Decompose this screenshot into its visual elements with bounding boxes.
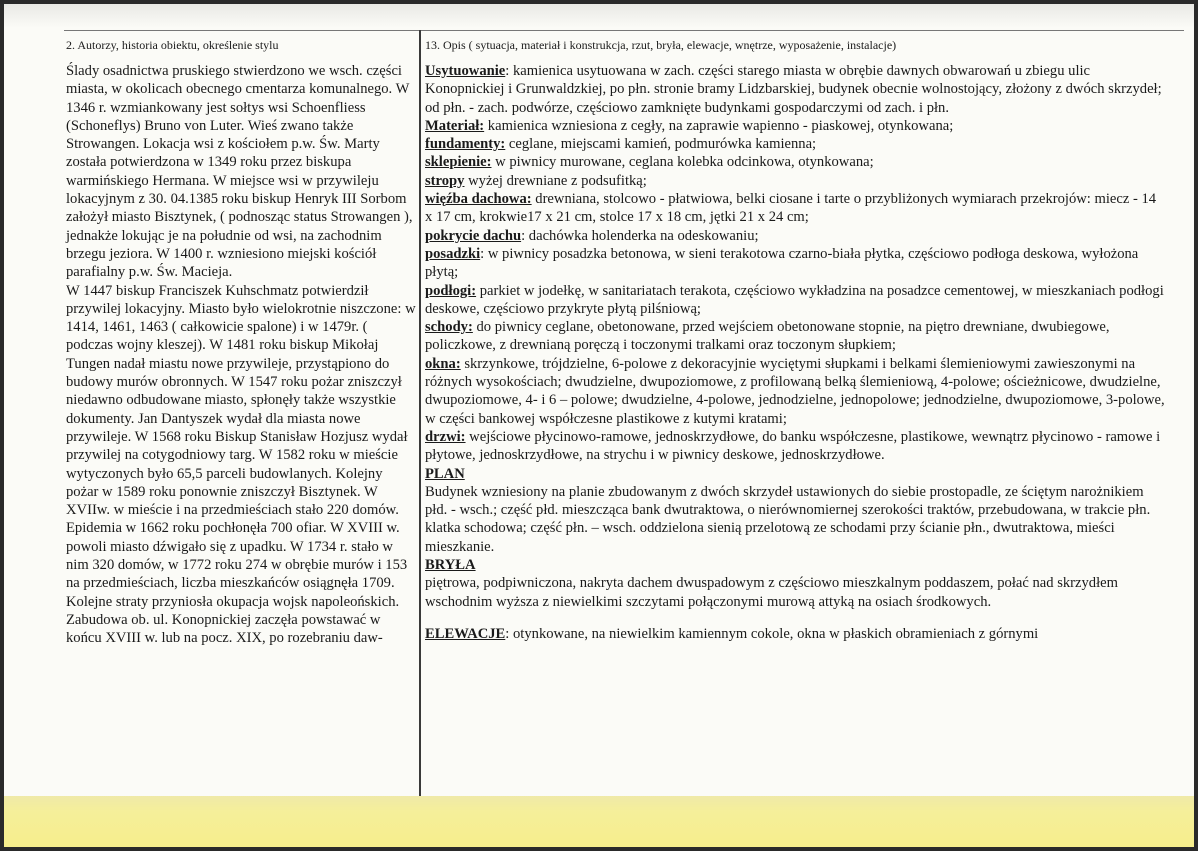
entry-text: : dachówka holenderka na odeskowaniu; (521, 227, 759, 244)
entry-label: więźba dachowa: (425, 191, 532, 208)
entry-material (425, 117, 1167, 135)
entry-pokrycie (425, 227, 1167, 245)
entry-stropy (425, 172, 1167, 190)
entry-label: drzwi: (425, 428, 466, 445)
bryla-heading: BRYŁA (425, 557, 476, 574)
elewacje-label: ELEWACJE (425, 625, 506, 642)
left-column-header: 2. Autorzy, historia obiektu, określenie stylu (66, 38, 279, 52)
entry-label: pokrycie dachu (425, 227, 522, 244)
entry-okna (425, 355, 1167, 428)
entry-text: parkiet w jodełkę, w sanitariatach terakota, częściowo wykładzina na posadzce cementowej, w mieszkaniach podłogi deskowe, częściowo przykryte płytą pilśniową; (425, 282, 1164, 317)
right-column-header: 13. Opis ( sytuacja, materiał i konstrukcja, rzut, bryła, elewacje, wnętrze, wyposażenie, instalacje) (425, 38, 897, 52)
entry-posadzki (425, 245, 1167, 282)
header-rule (64, 30, 1184, 31)
column-divider (419, 30, 421, 800)
entry-text: : kamienica usytuowana w zach. części starego miasta w obrębie dawnych obwarowań u zbiegu ulic Konopnickiej i Grunwaldzkiej, po płn. stronie bramy Lidzbarskiej, budynek obecnie wolnostojący, złożony z dwóch skrzydeł; od płn. - zach. podwórze, częściowo zamknięte budynkami gospodarczymi od zach. i płn. (425, 63, 1162, 116)
entry-label: Materiał: (425, 117, 485, 134)
entry-drzwi (425, 428, 1167, 465)
right-column (425, 37, 1167, 643)
entry-sklepienie (425, 153, 1167, 171)
entry-text: wejściowe płycinowo-ramowe, jednoskrzydłowe, do banku współczesne, plastikowe, wewnątrz płycinowo - ramowe i płytowe, jednoskrzydłowe, na strychu i w piwnicy deskowe, jednoskrzydłowe. (425, 428, 1161, 464)
scan-top-shadow (4, 4, 1194, 28)
entry-wiezba (425, 190, 1167, 227)
entry-label: podłogi: (425, 282, 477, 299)
entry-text: : w piwnicy posadzka betonowa, w sieni terakotowa czarno-biała płytka, częściowo podłoga deskowa, wyłożona płytą; (425, 245, 1139, 281)
entry-label: fundamenty: (425, 136, 506, 153)
scanned-document-page (4, 4, 1194, 847)
entry-elewacje (425, 625, 1167, 643)
history-paragraph-1: Ślady osadnictwa pruskiego stwierdzono we wsch. części miasta, w okolicach obecnego cmentarza komunalnego. W 1346 r. wzmiankowany jest sołtys wsi Schoenfliess (Schoneflys) Bruno von Luter. Wieś zwano także Strowangen. Lokacja wsi z kościołem p.w. Św. Marty została potwierdzona w 1349 roku przez biskupa warmińskiego Hermana. W miejsce wsi w przywileju lokacyjnym z 30. 04.1385 roku biskup Henryk III Sorbom założył miasto Bisztynek, ( podnosząc status Strowangen ), jednakże lokując je na południe od wsi, na zachodnim brzegu jeziora. W 1400 r. wzniesiono miejski kościół parafialny p.w. Św. Macieja. (66, 63, 413, 281)
bryla-text: piętrowa, podpiwniczona, nakryta dachem dwuspadowym z częściowo mieszkalnym poddaszem, połać nad skrzydłem wschodnim wyższa z niewielkimi szczytami połączonymi murową attyką na osiach środkowych. (425, 575, 1118, 610)
entry-text: skrzynkowe, trójdzielne, 6-polowe z dekoracyjnie wyciętymi słupkami i belkami ślemieniowymi zawieszonymi na różnych wysokościach; dwudzielne, dwupoziomowe, z profilowaną belką ślemieniową, 4-polowe; ościeżnicowe, dwudzielne, dwupoziomowe, 4- i 6 – polowe; dwudzielne, 4-polowe, jednodzielne, jednopolowe; jednodzielne, dwupoziomowe, 3-polowe, w części bankowej współczesne plastikowe z kutymi kratami; (425, 355, 1165, 427)
entry-label: sklepienie: (425, 154, 492, 171)
plan-heading: PLAN (425, 465, 465, 482)
entry-usytuowanie (425, 62, 1167, 117)
entry-text: ceglane, miejscami kamień, podmurówka kamienna; (505, 136, 817, 153)
entry-label: schody: (425, 319, 473, 336)
history-text (66, 62, 416, 648)
yellow-tape-strip (4, 796, 1194, 847)
entry-text: wyżej drewniane z podsufitką; (464, 172, 647, 189)
entry-text: w piwnicy murowane, ceglana kolebka odcinkowa, otynkowana; (491, 154, 874, 171)
description-text (425, 62, 1167, 643)
history-paragraph-2: W 1447 biskup Franciszek Kuhschmatz potwierdził przywilej lokacyjny. Miasto było wielokrotnie niszczone: w 1414, 1461, 1463 ( całkowicie spalone) i w 1479r. ( podczas wojny kleszej). W 1481 roku biskup Mikołaj Tungen nadał miastu nowe przywileje, przystąpiono do budowy murów obronnych. W 1547 roku pożar zniszczył niedawno odbudowane miasto, spłonęły także wszystkie dokumenty. Jan Dantyszek wydał dla miasta nowe przywileje. W 1568 roku Biskup Stanisław Hozjusz wydał przywilej na cotygodniowy targ. W 1582 roku w mieście wytyczonych było 65,5 parceli budowlanych. Kolejny pożar w 1589 roku ponownie zniszczył Bisztynek. W XVIIw. w mieście i na przedmieściach stało 220 domów. Epidemia w 1662 roku pochłonęła 700 ofiar. W XVIII w. powoli miasto dźwigało się z upadku. W 1734 r. stało w nim 320 domów, w 1772 roku 274 w obrębie murów i 153 na przedmieściach, liczba mieszkańców osiągnęła 1709. Kolejne straty przyniosła okupacja wojsk napoleońskich. Zabudowa ob. ul. Konopnickiej zaczęła powstawać w końcu XVIII w. lub na pocz. XIX, po rozebraniu daw- (66, 282, 416, 647)
entry-text: do piwnicy ceglane, obetonowane, przed wejściem obetonowane stopnie, na piętro drewniane, dwubiegowe, policzkowe, z drewnianą poręczą i toczonymi tralkami oraz toczonym słupkiem; (425, 319, 1110, 354)
entry-text: drewniana, stolcowo - płatwiowa, belki ciosane i tarte o przybliżonych wymiarach przekrojów: miecz - 14 x 17 cm, krokwie17 x 21 cm, stolce 17 x 18 cm, jętki 21 x 24 cm; (425, 191, 1157, 226)
plan-text: Budynek wzniesiony na planie zbudowanym z dwóch skrzydeł ustawionych do siebie prostopadle, ze ściętym narożnikiem płd. - wsch.; część płd. mieszcząca bank dwutraktowa, o nierównomiernej szerokości traktów, przebudowana, w trakcie płn. klatka schodowa; część płn. – wsch. oddzielona sienią przelotową ze schodami przy ścianie płn., dwutraktowa, mieści mieszkanie. (425, 483, 1151, 555)
left-column (66, 37, 416, 648)
entry-schody (425, 318, 1167, 355)
entry-label: okna: (425, 355, 461, 372)
entry-label: posadzki (425, 245, 481, 262)
entry-fundamenty (425, 135, 1167, 153)
entry-label: stropy (425, 172, 465, 189)
elewacje-text: : otynkowane, na niewielkim kamiennym cokole, okna w płaskich obramieniach z górnymi (505, 625, 1039, 642)
entry-podlogi (425, 282, 1167, 319)
entry-text: kamienica wzniesiona z cegły, na zaprawie wapienno - piaskowej, otynkowana; (484, 117, 954, 134)
entry-label: Usytuowanie (425, 63, 506, 79)
